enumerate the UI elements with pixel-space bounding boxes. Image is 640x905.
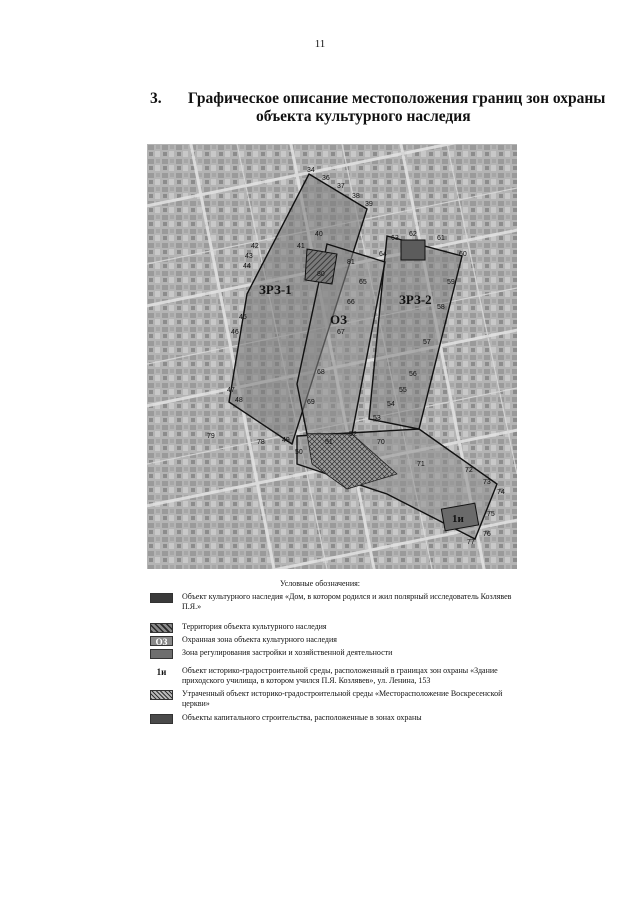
boundary-point-label: 58 — [437, 304, 445, 311]
boundary-point-label: 66 — [347, 299, 355, 306]
swatch-oz: ОЗ — [150, 636, 173, 646]
boundary-point-label: 57 — [423, 339, 431, 346]
boundary-point-label: 69 — [307, 399, 315, 406]
boundary-point-label: 49 — [282, 437, 290, 444]
boundary-point-label: 55 — [399, 387, 407, 394]
boundary-point-label: 78 — [257, 439, 265, 446]
boundary-point-label: 34 — [307, 167, 315, 174]
boundary-point-label: 81 — [347, 259, 355, 266]
boundary-point-label: 77 — [467, 539, 475, 546]
section-number: 3. — [150, 90, 162, 107]
boundary-point-label: 67 — [337, 329, 345, 336]
boundary-point-label: 50 — [295, 449, 303, 456]
boundary-point-label: 74 — [497, 489, 505, 496]
swatch-capital — [150, 714, 173, 724]
boundary-point-label: 48 — [235, 397, 243, 404]
label-1i: 1и — [452, 513, 464, 525]
boundary-point-label: 52 — [349, 431, 357, 438]
legend-text: Зона регулирования застройки и хозяйственной деятельности — [182, 648, 393, 657]
boundary-point-label: 62 — [409, 231, 417, 238]
page-number: 11 — [314, 38, 326, 50]
swatch-lost — [150, 690, 173, 700]
boundary-point-label: 70 — [377, 439, 385, 446]
swatch-object — [150, 593, 173, 603]
capital-object — [401, 240, 425, 260]
boundary-point-label: 36 — [322, 175, 330, 182]
boundary-point-label: 40 — [315, 231, 323, 238]
swatch-historic: 1и — [156, 667, 167, 677]
boundary-point-label: 42 — [251, 243, 259, 250]
legend-text: Объект историко-градостроительной среды, расположенный в границах зон охраны «Здание приходского училища, в котором учился П.Я. Козлявев», ул. Ленина, 153 — [182, 666, 498, 685]
boundary-point-label: 45 — [239, 314, 247, 321]
boundary-point-label: 61 — [437, 235, 445, 242]
heritage-territory — [305, 249, 337, 284]
boundary-point-label: 47 — [227, 387, 235, 394]
heading-line-2: объекта культурного наследия — [256, 108, 471, 125]
boundary-point-label: 68 — [317, 369, 325, 376]
boundary-point-label: 37 — [337, 183, 345, 190]
boundary-point-label: 72 — [465, 467, 473, 474]
boundary-point-label: 51 — [325, 439, 333, 446]
legend-text: Утраченный объект историко-градостроительной среды «Месторасположение Воскресенской церкви» — [182, 689, 503, 708]
label-oz: ОЗ — [330, 312, 347, 327]
boundary-point-label: 59 — [447, 279, 455, 286]
boundary-point-label: 41 — [297, 243, 305, 250]
boundary-point-label: 73 — [483, 479, 491, 486]
legend-text: Объекты капитального строительства, расположенные в зонах охраны — [182, 713, 422, 722]
boundary-point-label: 76 — [483, 531, 491, 538]
legend-text: Территория объекта культурного наследия — [182, 622, 327, 631]
boundary-point-label: 43 — [245, 253, 253, 260]
boundary-point-label: 54 — [387, 401, 395, 408]
boundary-point-label: 79 — [207, 433, 215, 440]
boundary-point-label: 56 — [409, 371, 417, 378]
boundary-point-label: 71 — [417, 461, 425, 468]
heading-line-1: Графическое описание местоположения границ зон охраны — [188, 90, 606, 107]
boundary-point-label: 60 — [459, 251, 467, 258]
boundary-point-label: 75 — [487, 511, 495, 518]
legend-title: Условные обозначения: — [279, 579, 360, 588]
label-zrz-1: ЗРЗ-1 — [259, 282, 292, 297]
boundary-point-label: 38 — [352, 193, 360, 200]
label-zrz-2: ЗРЗ-2 — [399, 292, 432, 307]
boundary-point-label: 65 — [359, 279, 367, 286]
swatch-territory — [150, 623, 173, 633]
boundary-point-label: 64 — [379, 251, 387, 258]
boundary-point-label: 44 — [243, 263, 251, 270]
protection-zones-map — [147, 144, 517, 569]
boundary-point-label: 80 — [317, 271, 325, 278]
boundary-point-label: 53 — [373, 415, 381, 422]
swatch-zrz — [150, 649, 173, 659]
boundary-point-label: 46 — [231, 329, 239, 336]
legend-text: Охранная зона объекта культурного наследия — [182, 635, 337, 644]
boundary-point-label: 63 — [391, 235, 399, 242]
boundary-point-label: 39 — [365, 201, 373, 208]
legend-text: Объект культурного наследия «Дом, в котором родился и жил полярный исследователь Козлявев П.Я.» — [182, 592, 512, 611]
